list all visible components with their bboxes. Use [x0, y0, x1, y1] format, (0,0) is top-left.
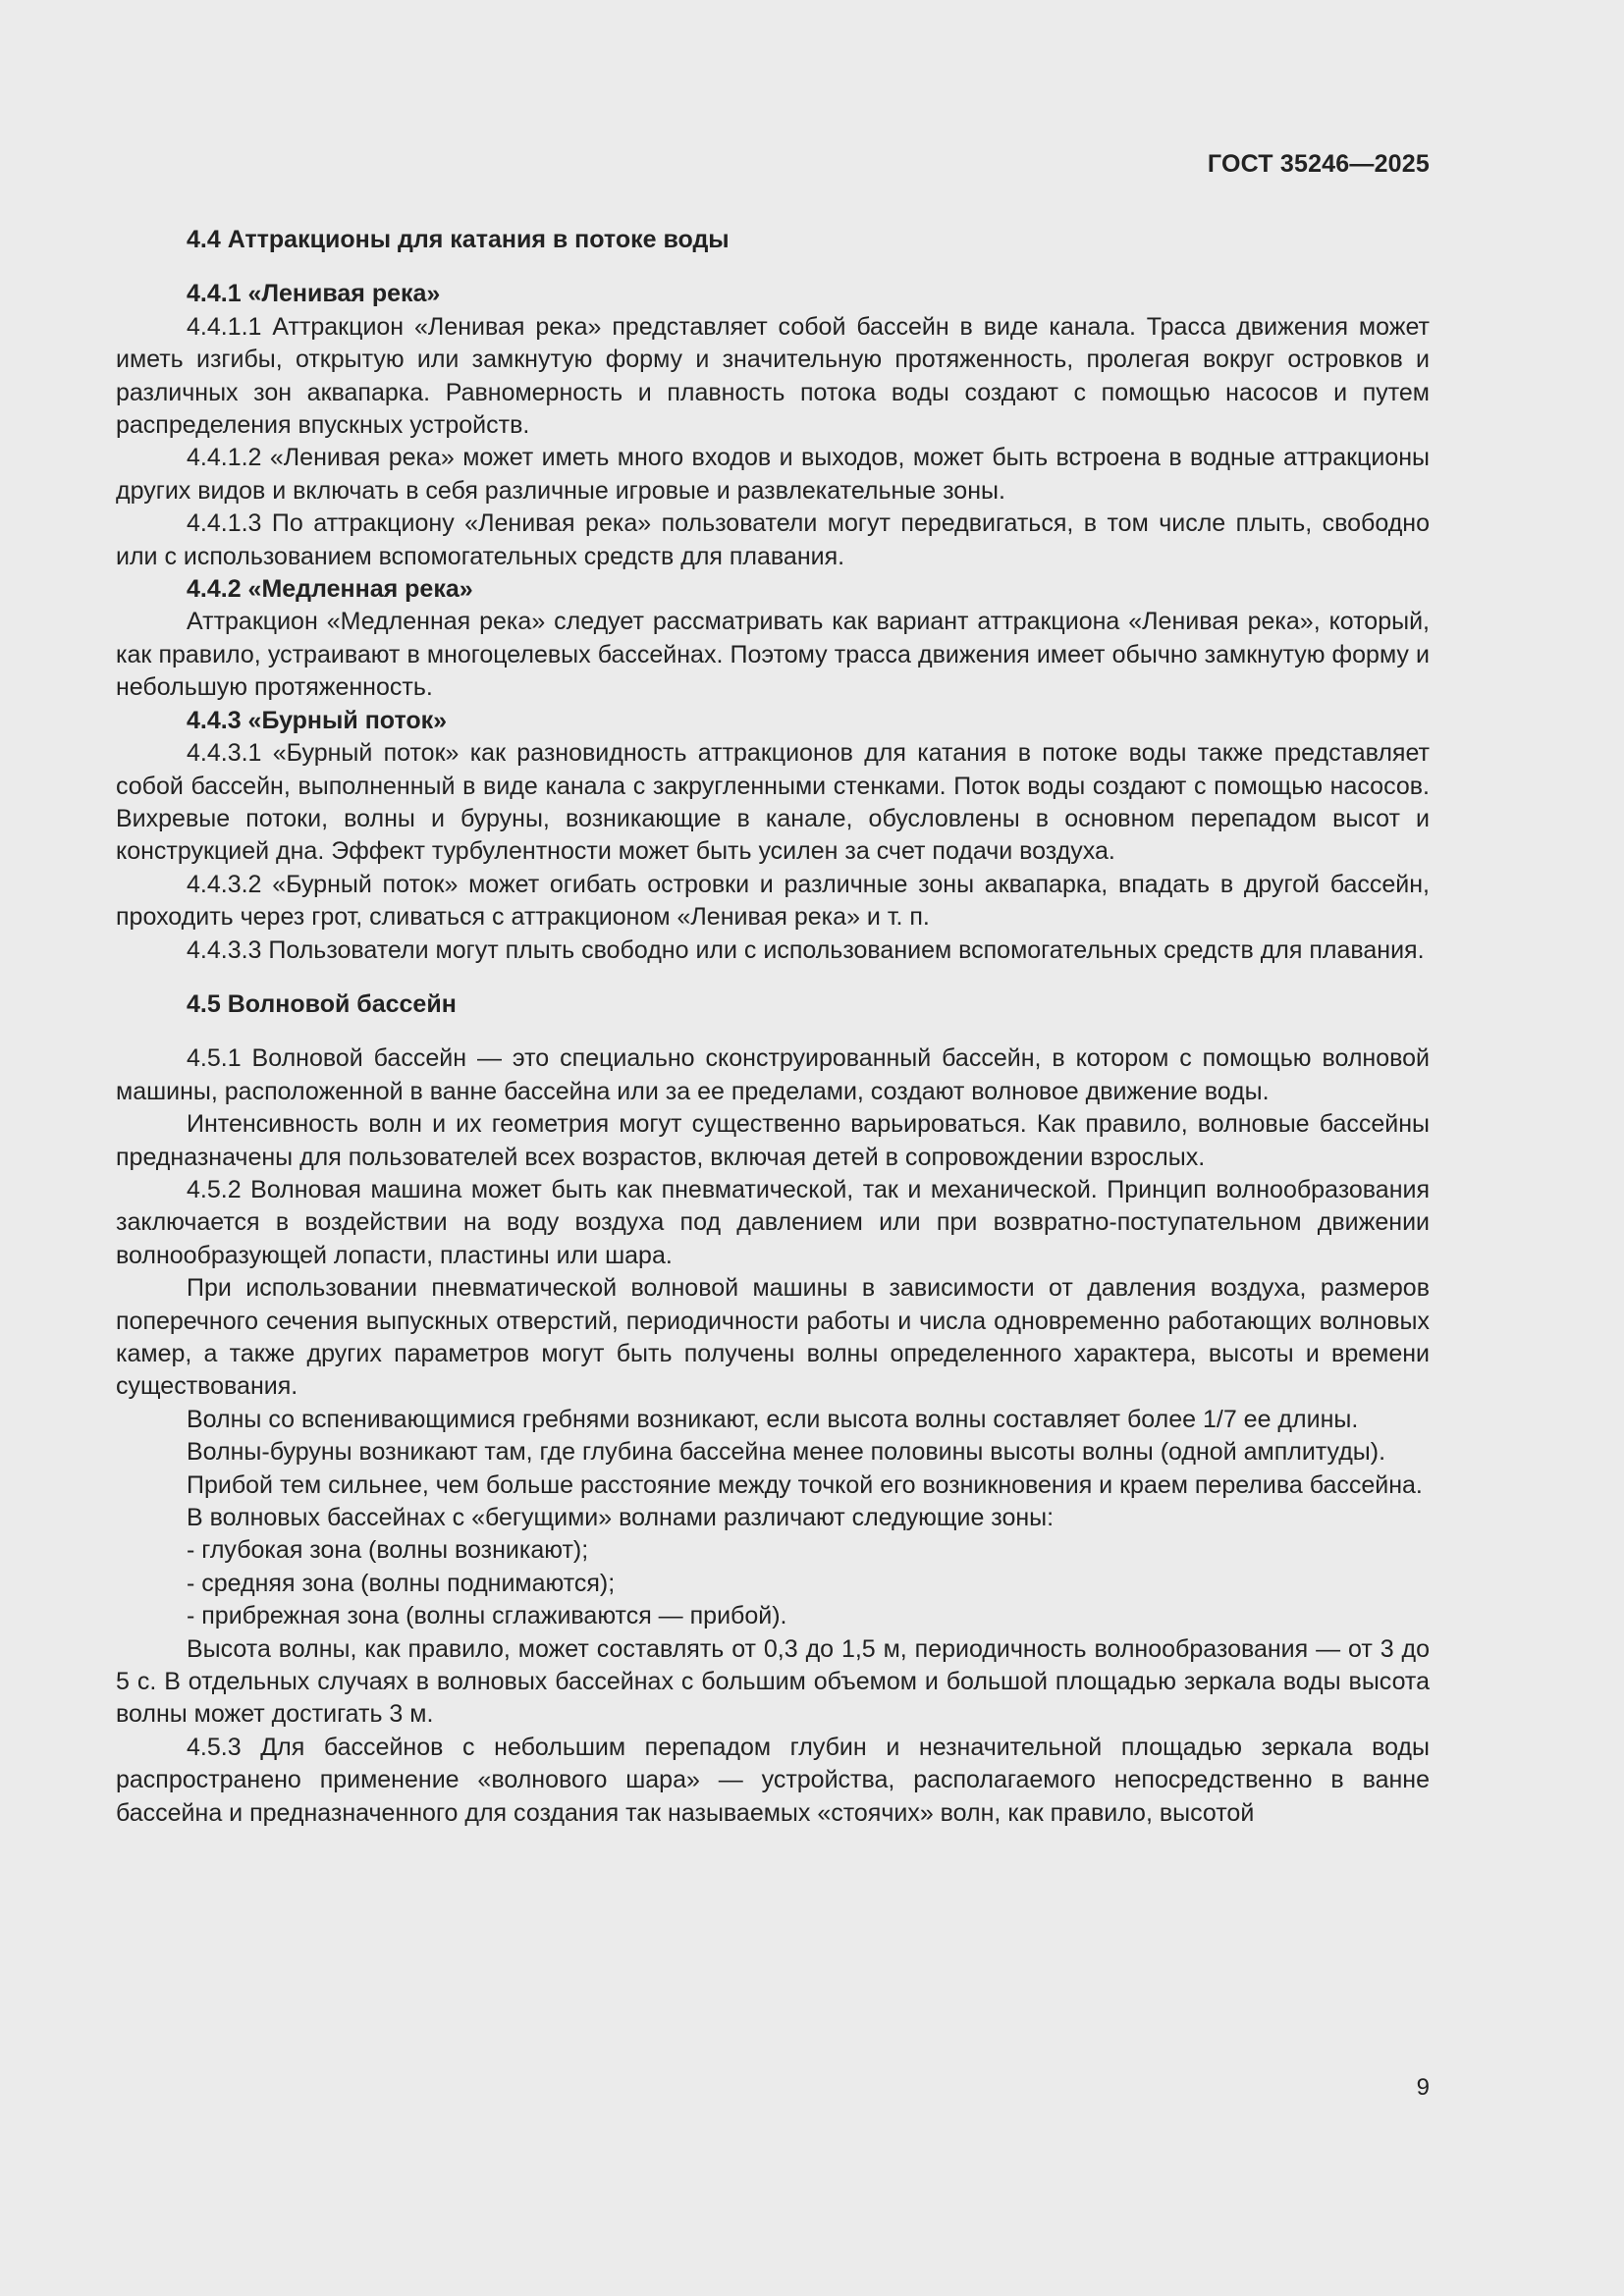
section-heading: 4.4.1 «Ленивая река»: [187, 280, 441, 308]
body-paragraph: - глубокая зона (волны возникают);: [187, 1536, 589, 1565]
body-paragraph: 4.4.1.1 Аттракцион «Ленивая река» представляет собой бассейн в виде канала. Трасса движения может иметь изгибы, открытую или замкнутую форму и значительную протяженность, пролегая вокруг островков и различных зон аквапарка. Равномерность и плавность потока воды создают с помощью насосов и путем распределения впускных устройств.: [116, 312, 1430, 440]
section-heading: 4.5 Волновой бассейн: [187, 989, 457, 1018]
section-heading: 4.4.2 «Медленная река»: [187, 575, 473, 604]
body-paragraph: Интенсивность волн и их геометрия могут существенно варьироваться. Как правило, волновые бассейны предназначены для пользователей всех возрастов, включая детей в сопровождении взрослых.: [116, 1110, 1430, 1171]
body-paragraph: Прибой тем сильнее, чем больше расстояние между точкой его возникновения и краем перелива бассейна.: [187, 1470, 1423, 1499]
body-paragraph: 4.5.1 Волновой бассейн — это специально сконструированный бассейн, в котором с помощью волновой машины, расположенной в ванне бассейна или за ее пределами, создают волновое движение воды.: [116, 1044, 1430, 1105]
body-paragraph: 4.4.1.3 По аттракциону «Ленивая река» пользователи могут передвигаться, в том числе плыть, свободно или с использованием вспомогательных средств для плавания.: [116, 509, 1430, 570]
body-paragraph: 4.4.3.3 Пользователи могут плыть свободно или с использованием вспомогательных средств для плавания.: [187, 935, 1425, 964]
page-number: 9: [1416, 2074, 1430, 2101]
body-paragraph: 4.5.2 Волновая машина может быть как пневматической, так и механической. Принцип волнообразования заключается в воздействии на воду воздуха под давлением или при возвратно-поступательном движении волнообразующей лопасти, пластины или шара.: [116, 1175, 1430, 1269]
body-paragraph: Волны со вспенивающимися гребнями возникают, если высота волны составляет более 1/7 ее длины.: [187, 1405, 1359, 1433]
section-heading: 4.4.3 «Бурный поток»: [187, 706, 448, 734]
body-paragraph: В волновых бассейнах с «бегущими» волнами различают следующие зоны:: [187, 1504, 1055, 1532]
body-paragraph: Аттракцион «Медленная река» следует рассматривать как вариант аттракциона «Ленивая река», который, как правило, устраивают в многоцелевых бассейнах. Поэтому трасса движения имеет обычно замкнутую форму и небольшую протяженность.: [116, 608, 1430, 702]
body-paragraph: 4.4.3.1 «Бурный поток» как разновидность аттракционов для катания в потоке воды также представляет собой бассейн, выполненный в виде канала с закругленными стенками. Поток воды создают с помощью насосов. Вихревые потоки, волны и буруны, возникающие в канале, обусловлены в основном перепадом высот и конструкцией дна. Эффект турбулентности может быть усилен за счет подачи воздуха.: [116, 739, 1430, 866]
body-paragraph: - прибрежная зона (волны сглаживаются — прибой).: [187, 1602, 787, 1630]
body-paragraph: Волны-буруны возникают там, где глубина бассейна менее половины высоты волны (одной амплитуды).: [187, 1438, 1386, 1467]
body-paragraph: 4.4.1.2 «Ленивая река» может иметь много входов и выходов, может быть встроена в водные аттракционы других видов и включать в себя различные игровые и развлекательные зоны.: [116, 444, 1430, 505]
document-body: [116, 224, 1430, 1830]
body-paragraph: При использовании пневматической волновой машины в зависимости от давления воздуха, размеров поперечного сечения выпускных отверстий, периодичности работы и числа одновременно работающих волновых камер, а также других параметров могут быть получены волны определенного характера, высоты и времени существования.: [116, 1274, 1430, 1401]
standard-number-header: ГОСТ 35246—2025: [1207, 150, 1430, 178]
document-page: [116, 0, 1430, 2296]
body-paragraph: Высота волны, как правило, может составлять от 0,3 до 1,5 м, периодичность волнообразования — от 3 до 5 с. В отдельных случаях в волновых бассейнах с большим объемом и большой площадью зеркала воды высота волны может достигать 3 м.: [116, 1634, 1430, 1729]
body-paragraph: - средняя зона (волны поднимаются);: [187, 1569, 616, 1597]
body-paragraph: 4.4.3.2 «Бурный поток» может огибать островки и различные зоны аквапарка, впадать в другой бассейн, проходить через грот, сливаться с аттракционом «Ленивая река» и т. п.: [116, 870, 1430, 932]
body-paragraph: 4.5.3 Для бассейнов с небольшим перепадом глубин и незначительной площадью зеркала воды распространено применение «волнового шара» — устройства, располагаемого непосредственно в ванне бассейна и предназначенного для создания так называемых «стоячих» волн, как правило, высотой: [116, 1733, 1430, 1827]
section-heading: 4.4 Аттракционы для катания в потоке воды: [187, 226, 730, 253]
